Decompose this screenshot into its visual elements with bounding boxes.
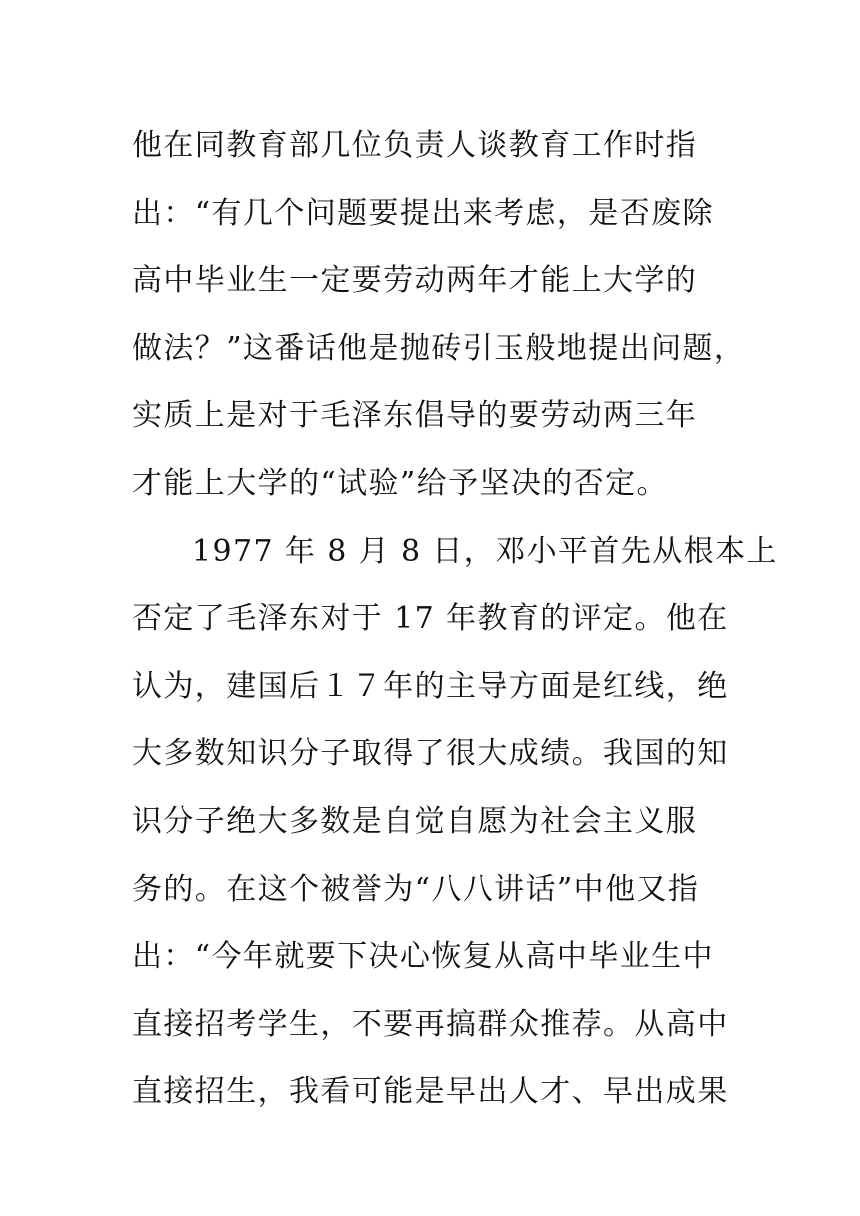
text-line: 否定了毛泽东对于 17 年教育的评定。他在 [132,601,729,637]
text-line: 识分子绝大多数是自觉自愿为社会主义服 [132,803,698,839]
text-line: 他在同教育部几位负责人谈教育工作时指 [132,128,698,163]
text-line: 才能上大学的“试验”给予坚决的否定。 [132,465,668,501]
text-line: 做法？”这番话他是抛砖引玉般地提出问题， [132,330,746,366]
text-line: 直接招考学生，不要再搞群众推荐。从高中 [132,1006,729,1042]
text-line: 出：“有几个问题要提出来考虑，是否废除 [132,195,714,231]
text-line: 大多数知识分子取得了很大成绩。我国的知 [132,736,729,772]
text-line: 直接招生，我看可能是早出人才、早出成果 [132,1074,729,1110]
text-line: 认为，建国后１７年的主导方面是红线，绝 [132,668,729,704]
text-line: 出：“今年就要下决心恢复从高中毕业生中 [132,939,714,975]
body-text [132,112,778,1126]
text-line: 务的。在这个被誉为“八八讲话”中他又指 [132,871,700,907]
text-line: 实质上是对于毛泽东倡导的要劳动两三年 [132,398,698,434]
paragraph-start-line: 1977 年 8 月 8 日，邓小平首先从根本上 [192,533,778,569]
text-line: 高中毕业生一定要劳动两年才能上大学的 [132,263,698,299]
